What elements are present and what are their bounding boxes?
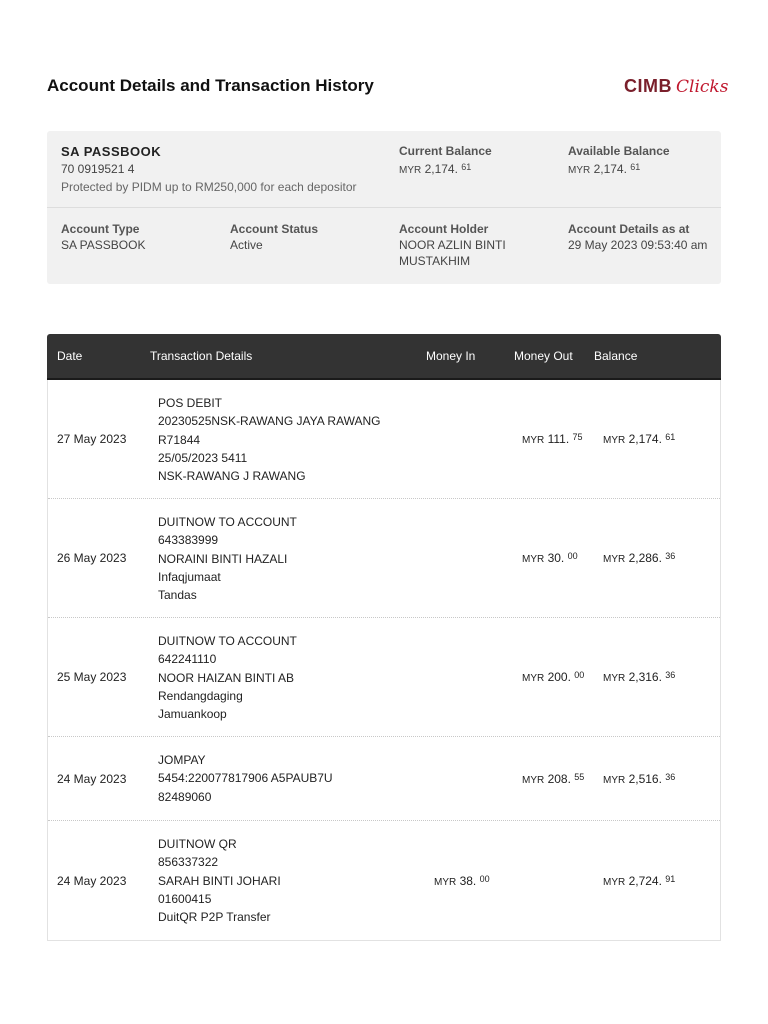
row-money-out: MYR 30. $^{00}$: [522, 551, 578, 565]
row-detail-line: Infaqjumaat: [158, 569, 221, 584]
transaction-table: [47, 334, 721, 941]
current-balance-amount: MYR 2,174. $^{61}$: [399, 162, 472, 176]
row-date: 24 May 2023: [57, 771, 127, 786]
account-status-value: Active: [230, 238, 263, 252]
protection-note: Protected by PIDM up to RM250,000 for each depositor: [61, 180, 357, 194]
row-detail-line: Rendangdaging: [158, 688, 243, 703]
current-balance-label: Current Balance: [399, 144, 492, 158]
account-identity: [61, 144, 357, 195]
table-row: [48, 737, 720, 821]
table-row: [48, 380, 720, 499]
row-detail-line: SARAH BINTI JOHARI: [158, 873, 281, 888]
available-balance-amount: MYR 2,174. $^{61}$: [568, 162, 641, 176]
available-balance-label: Available Balance: [568, 144, 670, 158]
header-balance: Balance: [594, 349, 638, 363]
row-date: 27 May 2023: [57, 432, 127, 446]
account-holder: [399, 221, 506, 269]
row-detail-line: DUITNOW TO ACCOUNT: [158, 515, 297, 529]
row-detail-line: Tandas: [158, 588, 197, 603]
account-status: [230, 221, 318, 253]
available-balance: [568, 143, 670, 179]
row-details: [158, 751, 333, 806]
summary-divider: [47, 207, 721, 208]
row-detail-line: DUITNOW TO ACCOUNT: [158, 634, 297, 648]
row-detail-line: NOOR HAIZAN BINTI AB: [158, 670, 295, 685]
row-date: 26 May 2023: [57, 551, 127, 565]
row-detail-line: 642241110: [158, 652, 217, 667]
row-detail-line: Jamuankoop: [158, 707, 227, 722]
table-row: [48, 618, 720, 737]
row-detail-line: 5454:220077817906 A5PAUB7U: [158, 771, 333, 786]
account-type-label: Account Type: [61, 222, 140, 236]
row-detail-line: R71844: [158, 432, 201, 447]
row-detail-line: 01600415: [158, 891, 212, 906]
row-detail-line: 20230525NSK-RAWANG JAYA RAWANG: [158, 414, 381, 429]
row-detail-line: 643383999: [158, 533, 219, 548]
row-date: 24 May 2023: [57, 873, 127, 888]
row-balance: MYR 2,724. $^{91}$: [603, 873, 676, 888]
row-detail-line: NSK-RAWANG J RAWANG: [158, 469, 306, 484]
brand-main: CIMB: [624, 76, 672, 96]
row-details: [158, 513, 297, 604]
row-details: [158, 394, 381, 485]
row-detail-line: JOMPAY: [158, 753, 206, 767]
page-title: Account Details and Transaction History: [47, 76, 374, 95]
account-holder-line2: MUSTAKHIM: [399, 254, 471, 268]
row-detail-line: DuitQR P2P Transfer: [158, 910, 271, 925]
account-type-value: SA PASSBOOK: [61, 238, 146, 252]
account-summary-card: [47, 131, 721, 284]
row-date: 25 May 2023: [57, 670, 127, 684]
row-balance: MYR 2,286. $^{36}$: [603, 551, 676, 565]
row-money-in: MYR 38. $^{00}$: [434, 873, 490, 888]
header-money-in: Money In: [426, 349, 476, 363]
account-holder-label: Account Holder: [399, 222, 489, 236]
account-as-at: [568, 221, 707, 253]
brand-script: Clicks: [676, 77, 729, 97]
account-as-at-label: Account Details as at: [568, 222, 690, 236]
table-row: [48, 499, 720, 618]
row-money-out: MYR 208. $^{55}$: [522, 771, 585, 786]
row-detail-line: DUITNOW QR: [158, 837, 237, 851]
row-balance: MYR 2,516. $^{36}$: [603, 771, 676, 786]
brand-logo: [624, 76, 728, 97]
row-detail-line: 856337322: [158, 855, 219, 870]
row-detail-line: 25/05/2023 5411: [158, 450, 248, 465]
table-header: [47, 334, 721, 380]
account-status-label: Account Status: [230, 222, 319, 236]
row-details: [158, 835, 281, 926]
account-name: SA PASSBOOK: [61, 144, 162, 159]
row-detail-line: POS DEBIT: [158, 396, 223, 410]
row-money-out: MYR 111. $^{75}$: [522, 432, 583, 446]
account-type: [61, 221, 145, 253]
row-money-out: MYR 200. $^{00}$: [522, 670, 585, 684]
account-as-at-value: 29 May 2023 09:53:40 am: [568, 238, 708, 252]
current-balance: [399, 143, 492, 179]
row-balance: MYR 2,174. $^{61}$: [603, 432, 676, 446]
row-detail-line: NORAINI BINTI HAZALI: [158, 551, 288, 566]
header-date: Date: [57, 349, 83, 363]
header-money-out: Money Out: [514, 349, 573, 363]
table-row: [48, 821, 720, 940]
header-details: Transaction Details: [150, 349, 253, 363]
table-body: [47, 380, 721, 941]
row-details: [158, 632, 297, 723]
row-detail-line: 82489060: [158, 789, 212, 804]
row-balance: MYR 2,316. $^{36}$: [603, 670, 676, 684]
account-number: 70 0919521 4: [61, 162, 135, 176]
account-holder-line1: NOOR AZLIN BINTI: [399, 238, 506, 252]
